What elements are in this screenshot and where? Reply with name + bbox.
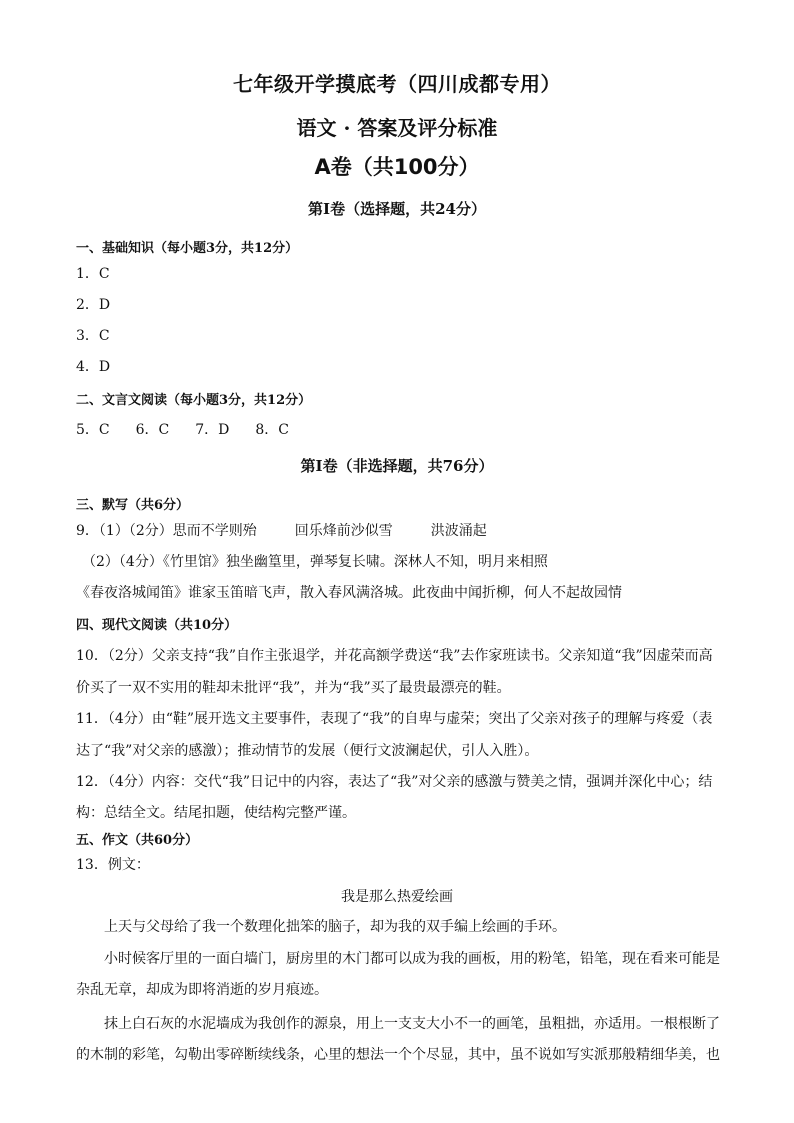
q9-part2: （2）（4分）《竹里馆》独坐幽篁里，弹琴复长啸。深林人不知，明月来相照 [82,554,548,570]
answer-5: 5．C [76,422,110,438]
essay-paragraph-3-line1: 抹上白石灰的水泥墙成为我创作的源泉，用上一支支大小不一的画笔，虽粗拙，亦适用。一根根断了 [104,1016,720,1032]
answer-8: 8．C [255,422,290,438]
section5-heading: 五、作文（共60分） [76,833,199,848]
volume-a-heading: A卷（共100分） [314,155,480,179]
answer-3: 3．C [76,328,110,344]
essay-paragraph-2-line2: 杂乱无章，却成为即将消逝的岁月痕迹。 [76,982,328,998]
answer-6: 6．C [135,422,170,438]
q13-label: 13．例文： [76,857,150,873]
q10-line2: 价买了一双不实用的鞋却未批评“我”，并为“我”买了最贵最漂亮的鞋。 [76,680,511,696]
q11-line2: 达了“我”对父亲的感激）；推动情节的发展（便行文波澜起伏，引人入胜）。 [76,743,539,759]
answer-4: 4．D [76,359,111,375]
essay-paragraph-2-line1: 小时候客厅里的一面白墙门，厨房里的木门都可以成为我的画板，用的粉笔，铅笔，现在看来可能是 [104,951,720,967]
part2-heading: 第I卷（非选择题，共76分） [300,457,494,475]
section4-heading: 四、现代文阅读（共10分） [76,618,238,633]
section1-heading: 一、基础知识（每小题3分，共12分） [76,241,299,256]
answer-2: 2．D [76,297,111,313]
essay-title: 我是那么热爱绘画 [341,889,453,905]
q9-answer-2: 回乐烽前沙似雪 [294,523,393,539]
part1-heading: 第I卷（选择题，共24分） [308,200,486,218]
section2-answers-row [76,419,289,439]
q12-line2: 构：总结全文。结尾扣题，使结构完整严谨。 [76,805,356,821]
q9-answer-3: 洪波涌起 [430,523,487,539]
q9-line1 [76,520,487,540]
exam-subtitle: 语文 · 答案及评分标准 [296,116,498,140]
q12-line1: 12．（4分）内容：交代“我”日记中的内容，表达了“我”对父亲的感激与赞美之情，强调并深化中心；结 [76,774,713,790]
answer-1: 1．C [76,266,110,282]
q9-part3: 《春夜洛城闻笛》谁家玉笛暗飞声，散入春风满洛城。此夜曲中闻折柳，何人不起故园情 [76,585,622,601]
exam-title: 七年级开学摸底考（四川成都专用） [233,72,561,96]
essay-paragraph-3-line2: 的木制的彩笔，勾勒出零碎断续线条，心里的想法一个个尽显，其中，虽不说如写实派那般精细华美，也 [76,1047,720,1063]
section3-heading: 三、默写（共6分） [76,498,190,513]
section2-heading: 二、文言文阅读（每小题3分，共12分） [76,393,312,408]
essay-paragraph-1: 上天与父母给了我一个数理化拙笨的脑子，却为我的双手编上绘画的手环。 [104,919,566,935]
answer-7: 7．D [195,422,230,438]
q11-line1: 11．（4分）由“鞋”展开选文主要事件，表现了“我”的自卑与虚荣；突出了父亲对孩子的理解与疼爱（表 [76,711,713,727]
q9-answer-1: 9．（1）（2分）思而不学则殆 [76,523,257,539]
q10-line1: 10．（2分）父亲支持“我”自作主张退学，并花高额学费送“我”去作家班读书。父亲知道“我”因虚荣而高 [76,648,713,664]
